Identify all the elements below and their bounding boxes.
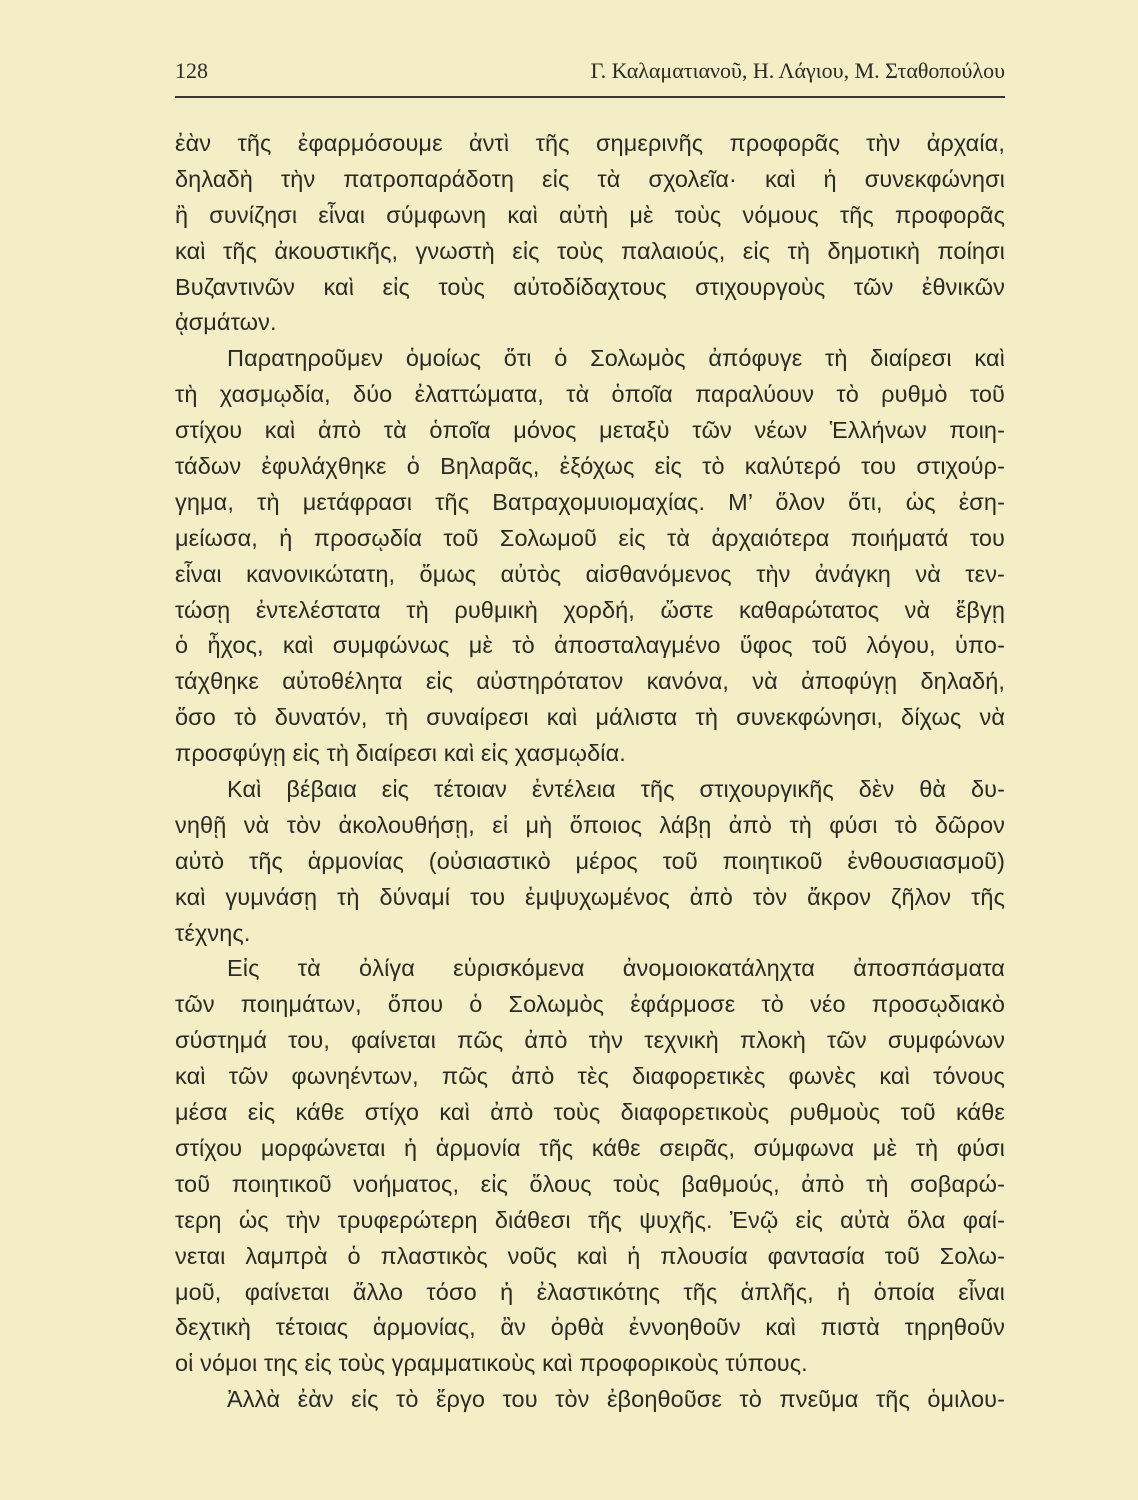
text-line: αὐτὸ τῆς ἁρμονίας (οὐσιαστικὸ μέρος τοῦ ποιητικοῦ ἐνθουσιασμοῦ) bbox=[175, 847, 1005, 874]
text-line: καὶ γυμνάσῃ τὴ δύναμί του ἐμψυχωμένος ἀπὸ τὸν ἄκρον ζῆλον τῆς bbox=[175, 883, 1005, 910]
paragraph bbox=[175, 772, 1005, 951]
text-line: μοῦ, φαίνεται ἄλλο τόσο ἡ ἐλαστικότης τῆς ἁπλῆς, ἡ ὁποία εἶναι bbox=[175, 1278, 1005, 1305]
text-line: τοῦ ποιητικοῦ νοήματος, εἰς ὅλους τοὺς βαθμούς, ἀπὸ τὴ σοβαρώ- bbox=[175, 1170, 1005, 1197]
text-line: οἱ νόμοι της εἰς τοὺς γραμματικοὺς καὶ προφορικοὺς τύπους. bbox=[175, 1350, 808, 1377]
text-line: Καὶ βέβαια εἰς τέτοιαν ἐντέλεια τῆς στιχουργικῆς δὲν θὰ δυ- bbox=[227, 776, 1005, 803]
text-line: Ἀλλὰ ἐὰν εἰς τὸ ἔργο του τὸν ἐβοηθοῦσε τὸ πνεῦμα τῆς ὁμιλου- bbox=[227, 1386, 1005, 1413]
text-line: ἐὰν τῆς ἐφαρμόσουμε ἀντὶ τῆς σημερινῆς προφορᾶς τὴν ἀρχαία, bbox=[175, 130, 1005, 156]
text-line: καὶ τῆς ἀκουστικῆς, γνωστὴ εἰς τοὺς παλαιούς, εἰς τὴ δημοτικὴ ποίησι bbox=[175, 237, 1005, 264]
paragraph bbox=[175, 341, 1005, 772]
text-line: τῶν ποιημάτων, ὅπου ὁ Σολωμὸς ἐφάρμοσε τὸ νέο προσῳδιακὸ bbox=[175, 991, 1005, 1018]
body-text bbox=[175, 126, 1005, 1418]
text-line: στίχου καὶ ἀπὸ τὰ ὁποῖα μόνος μεταξὺ τῶν νέων Ἑλλήνων ποιη- bbox=[175, 417, 1005, 444]
text-line: ἢ συνίζησι εἶναι σύμφωνη καὶ αὐτὴ μὲ τοὺς νόμους τῆς προφορᾶς bbox=[175, 201, 1005, 228]
paragraph bbox=[175, 126, 1005, 341]
text-line: δηλαδὴ τὴν πατροπαράδοτη εἰς τὰ σχολεῖα· καὶ ἡ συνεκφώνησι bbox=[175, 165, 1005, 192]
text-line: νεται λαμπρὰ ὁ πλαστικὸς νοῦς καὶ ἡ πλουσία φαντασία τοῦ Σολω- bbox=[175, 1242, 1005, 1269]
text-line: δεχτικὴ τέτοιας ἁρμονίας, ἂν ὀρθὰ ἐννοηθοῦν καὶ πιστὰ τηρηθοῦν bbox=[175, 1314, 1005, 1341]
text-line: καὶ τῶν φωνηέντων, πῶς ἀπὸ τὲς διαφορετικὲς φωνὲς καὶ τόνους bbox=[175, 1063, 1005, 1090]
text-line: τάδων ἐφυλάχθηκε ὁ Βηλαρᾶς, ἐξόχως εἰς τὸ καλύτερό του στιχούρ- bbox=[175, 453, 1005, 480]
page-number: 128 bbox=[175, 58, 208, 83]
text-line: προσφύγῃ εἰς τὴ διαίρεσι καὶ εἰς χασμῳδία. bbox=[175, 740, 626, 767]
text-line: τώσῃ ἐντελέστατα τὴ ρυθμικὴ χορδή, ὥστε καθαρώτατος νὰ ἔβγῃ bbox=[175, 596, 1005, 623]
text-line: εἶναι κανονικώτατη, ὅμως αὐτὸς αἰσθανόμενος τὴν ἀνάγκη νὰ τεν- bbox=[175, 560, 1005, 587]
text-line: τὴ χασμῳδία, δύο ἐλαττώματα, τὰ ὁποῖα παραλύουν τὸ ρυθμὸ τοῦ bbox=[175, 381, 1005, 408]
text-line: μείωσα, ἡ προσῳδία τοῦ Σολωμοῦ εἰς τὰ ἀρχαιότερα ποιήματά του bbox=[175, 524, 1005, 551]
text-line: τέχνης. bbox=[175, 919, 251, 946]
text-line: τάχθηκε αὐτοθέλητα εἰς αὐστηρότατον κανόνα, νὰ ἀποφύγῃ δηλαδή, bbox=[175, 668, 1005, 695]
text-line: ὁ ἦχος, καὶ συμφώνως μὲ τὸ ἀποσταλαγμένο ὕφος τοῦ λόγου, ὑπο- bbox=[175, 632, 1005, 659]
header-rule bbox=[175, 96, 1005, 98]
paragraph bbox=[175, 951, 1005, 1382]
paragraph bbox=[175, 1382, 1005, 1418]
text-line: νηθῇ νὰ τὸν ἀκολουθήσῃ, εἰ μὴ ὅποιος λάβῃ ἀπὸ τὴ φύσι τὸ δῶρον bbox=[175, 811, 1005, 838]
text-line: τερη ὡς τὴν τρυφερώτερη διάθεσι τῆς ψυχῆς. Ἐνῷ εἰς αὐτὰ ὅλα φαί- bbox=[175, 1206, 1005, 1233]
running-header-authors: Γ. Καλαματιανοῦ, Η. Λάγιου, Μ. Σταθοπούλου bbox=[590, 58, 1005, 83]
text-line: γημα, τὴ μετάφρασι τῆς Βατραχομυιομαχίας. Μ’ ὅλον ὅτι, ὡς ἐση- bbox=[175, 488, 1005, 515]
text-line: Βυζαντινῶν καὶ εἰς τοὺς αὐτοδίδαχτους στιχουργοὺς τῶν ἐθνικῶν bbox=[175, 273, 1005, 300]
text-line: μέσα εἰς κάθε στίχο καὶ ἀπὸ τοὺς διαφορετικοὺς ρυθμοὺς τοῦ κάθε bbox=[175, 1099, 1005, 1126]
text-line: ὅσο τὸ δυνατόν, τὴ συναίρεσι καὶ μάλιστα τὴ συνεκφώνησι, δίχως νὰ bbox=[175, 704, 1005, 731]
text-line: σύστημά του, φαίνεται πῶς ἀπὸ τὴν τεχνικὴ πλοκὴ τῶν συμφώνων bbox=[175, 1027, 1005, 1054]
text-line: Παρατηροῦμεν ὁμοίως ὅτι ὁ Σολωμὸς ἀπόφυγε τὴ διαίρεσι καὶ bbox=[227, 345, 1005, 372]
text-line: Εἰς τὰ ὀλίγα εὑρισκόμενα ἀνομοιοκατάληχτα ἀποσπάσματα bbox=[227, 955, 1005, 982]
text-line: ᾀσμάτων. bbox=[175, 309, 277, 336]
text-line: στίχου μορφώνεται ἡ ἁρμονία τῆς κάθε σειρᾶς, σύμφωνα μὲ τὴ φύσι bbox=[175, 1134, 1005, 1161]
running-header bbox=[175, 58, 1005, 88]
